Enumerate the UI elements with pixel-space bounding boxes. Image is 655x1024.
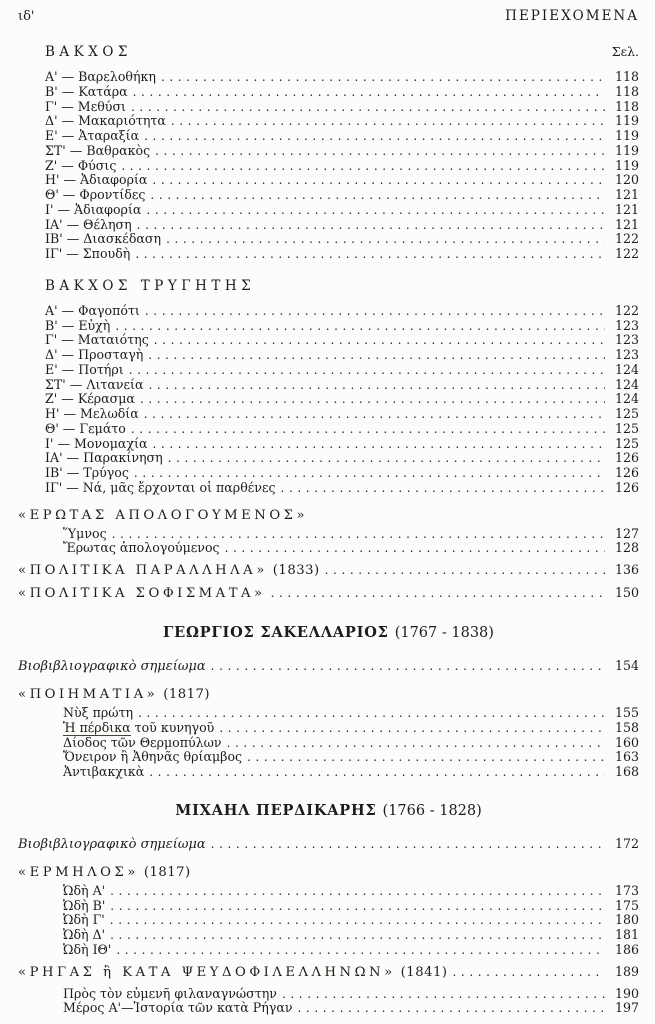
- entry-label: Ὠδὴ Β': [63, 897, 106, 913]
- page-number: 172: [614, 835, 639, 851]
- entry-label: Πρὸς τὸν εὐμενῆ φιλαναγνώστην: [63, 985, 277, 1001]
- work-year: (1833): [272, 563, 320, 578]
- entry-label: [18, 586, 266, 602]
- dot-leader: [131, 422, 605, 437]
- entry-label: Ε' — Ποτήρι: [45, 361, 124, 377]
- section-title: ΒΑΚΧΟΣ: [45, 44, 132, 60]
- page-number: 119: [614, 142, 639, 158]
- page-number: 173: [614, 882, 639, 898]
- dot-leader: [138, 706, 605, 721]
- entry-label: Η' — Μελωδία: [45, 406, 139, 421]
- entry-label: Ὠδὴ Α': [63, 882, 106, 898]
- entry-label: Δ' — Προσταγὴ: [45, 347, 144, 362]
- toc-row: [45, 247, 639, 262]
- dot-leader: [211, 658, 605, 675]
- toc-row: [63, 884, 639, 899]
- toc-row: [45, 333, 639, 348]
- dot-leader: [227, 736, 605, 751]
- toc-row: [45, 218, 639, 233]
- toc-row: [63, 913, 639, 928]
- entry-label: Ὠδὴ ΙΘ': [63, 941, 112, 957]
- entry-label: ΣΤ' — Βαθρακὸς: [45, 142, 151, 158]
- entry-label: Βιοβιβλιογραφικὸ σημείωμα: [18, 836, 206, 852]
- toc-row: [45, 203, 639, 218]
- dot-leader: [110, 913, 605, 928]
- entry-label: Α' — Βαρελοθήκη: [45, 69, 156, 84]
- entry-label: Ἔρωτας ἀπολογούμενος: [63, 540, 220, 556]
- toc-row: [45, 407, 639, 422]
- toc-row: [63, 706, 639, 721]
- toc-row: [45, 319, 639, 334]
- page-number: 158: [614, 719, 639, 735]
- page-number: 119: [614, 128, 639, 143]
- running-head: [18, 8, 639, 25]
- page-number: 120: [614, 172, 639, 188]
- running-title: ΠΕΡΙΕΧΟΜΕΝΑ: [505, 8, 639, 24]
- entry-label: ΣΤ' — Λιτανεία: [45, 376, 144, 392]
- section-heading: [45, 43, 639, 61]
- work-title: «ΠΟΛΙΤΙΚΑ ΠΑΡΑΛΛΗΛΑ»: [18, 563, 268, 578]
- dot-leader: [153, 437, 605, 452]
- page-number: 118: [614, 69, 639, 84]
- author-heading: [18, 624, 639, 642]
- dot-leader: [110, 884, 605, 899]
- work-title: «ΕΡΩΤΑΣ ΑΠΟΛΟΓΟΥΜΕΝΟΣ»: [18, 507, 309, 523]
- page-number: 127: [614, 525, 639, 541]
- dot-leader: [115, 319, 605, 334]
- entry-label: Γ' — Ματαιότης: [45, 332, 149, 348]
- entry-label: Ὠδὴ Γ': [63, 912, 105, 928]
- toc-row: [45, 422, 639, 437]
- work-title: «ΠΟΛΙΤΙΚΑ ΣΟΦΙΣΜΑΤΑ»: [18, 586, 266, 601]
- dot-leader: [135, 247, 605, 262]
- work-title-heading: [18, 507, 639, 524]
- dot-leader: [149, 378, 606, 393]
- entry-label: [18, 965, 448, 981]
- entry-label: Ι' — Μονομαχία: [45, 435, 148, 451]
- entry-label: Θ' — Φροντίδες: [45, 187, 146, 202]
- page-number: 128: [614, 540, 639, 556]
- underline-mark: Ἡ πέρδικα: [63, 719, 131, 735]
- dot-leader: [325, 562, 605, 579]
- toc-row: [63, 987, 639, 1002]
- page-number: 124: [614, 391, 639, 407]
- dot-leader: [171, 114, 605, 129]
- entry-label: Α' — Φαγοπότι: [45, 302, 140, 318]
- work-title: «ΕΡΜΗΛΟΣ»: [18, 864, 139, 880]
- entry-label: [63, 721, 214, 736]
- dot-leader: [281, 481, 605, 496]
- dot-leader: [155, 144, 605, 159]
- entry-label: Ι' — Ἀδιαφορία: [45, 201, 142, 217]
- entry-label: Ὄνειρον ἢ Ἀθηνᾶς θρίαμβος: [63, 749, 243, 765]
- entry-label: Ἀντιβακχικὰ: [63, 764, 145, 779]
- page-number: 180: [614, 912, 639, 928]
- toc-row: [45, 173, 639, 188]
- entry-label: Δίοδος τῶν Θερμοπύλων: [63, 734, 222, 750]
- dot-leader: [144, 129, 605, 144]
- toc-row: [45, 232, 639, 247]
- page-column-label: Σελ.: [611, 44, 639, 59]
- section-heading: [45, 278, 639, 295]
- toc-row: [18, 657, 639, 675]
- page-number: 186: [614, 941, 639, 957]
- dot-leader: [149, 765, 605, 780]
- toc-row: [63, 736, 639, 751]
- entry-label: ΙΒ' — Τρύγος: [45, 465, 129, 480]
- dot-leader: [131, 100, 605, 115]
- toc-row: [45, 437, 639, 452]
- toc-row: [45, 144, 639, 159]
- page-number: 123: [614, 347, 639, 362]
- toc-row: [45, 481, 639, 496]
- dot-leader: [116, 943, 605, 958]
- toc-row: [45, 451, 639, 466]
- dot-leader: [144, 407, 605, 422]
- dot-leader: [219, 721, 605, 736]
- dot-leader: [298, 1001, 605, 1016]
- entry-label: Ὠδὴ Δ': [63, 927, 106, 942]
- dot-leader: [225, 541, 605, 556]
- folio-number: ιδ': [18, 9, 35, 24]
- dot-leader: [282, 987, 605, 1002]
- toc-row: [45, 85, 639, 100]
- toc-row: [45, 129, 639, 144]
- work-year: (1817): [143, 864, 191, 880]
- entry-label: Μέρος Α'—Ἱστορία τῶν κατὰ Ρήγαν: [63, 1000, 293, 1016]
- page-number: 124: [614, 361, 639, 377]
- toc-row: [63, 750, 639, 765]
- toc-row: [45, 70, 639, 85]
- page-number: 126: [614, 450, 639, 466]
- toc-row: [63, 1001, 639, 1016]
- entry-label: ΙΑ' — Παρακίνηση: [45, 450, 163, 466]
- page-number: 121: [614, 201, 639, 217]
- entry-label: [18, 563, 320, 579]
- page-number: 168: [614, 764, 639, 779]
- toc-row: [45, 159, 639, 174]
- dot-leader: [166, 232, 605, 247]
- entry-label: ΙΓ' — Σπουδὴ: [45, 246, 131, 261]
- entry-label: Β' — Κατάρα: [45, 83, 128, 99]
- page-number: 160: [614, 734, 639, 750]
- page-number: 122: [614, 302, 639, 318]
- toc-row: [63, 899, 639, 914]
- page-number: 124: [614, 376, 639, 392]
- work-title: «ΡΗΓΑΣ ἢ ΚΑΤΑ ΨΕΥΔΟΦΙΛΕΛΛΗΝΩΝ»: [18, 964, 396, 980]
- entry-label: Νὺξ πρώτη: [63, 705, 134, 720]
- dot-leader: [152, 173, 605, 188]
- entry-label: Ε' — Ἀταραξία: [45, 128, 140, 143]
- page-number: 136: [614, 562, 639, 577]
- work-year: (1841): [400, 964, 448, 980]
- work-title-heading: [18, 686, 639, 703]
- dot-leader: [140, 392, 605, 407]
- section-title: ΒΑΚΧΟΣ ΤΡΥΓΗΤΗΣ: [45, 277, 256, 294]
- toc-row: [45, 100, 639, 115]
- page-number: 175: [614, 897, 639, 913]
- toc-row: [45, 304, 639, 319]
- dot-leader: [112, 527, 605, 542]
- page-number: 125: [614, 406, 639, 421]
- entry-label: ΙΒ' — Διασκέδαση: [45, 231, 162, 247]
- page-number: 189: [614, 963, 639, 979]
- dot-leader: [148, 348, 605, 363]
- dot-leader: [110, 928, 605, 943]
- page-number: 118: [614, 98, 639, 114]
- page-number: 122: [614, 231, 639, 247]
- entry-label: Γ' — Μεθύσι: [45, 98, 126, 114]
- author-name: ΜΙΧΑΗΛ ΠΕΡΔΙΚΑΡΗΣ: [175, 801, 377, 819]
- toc-row: [63, 943, 639, 958]
- toc-row: [18, 964, 639, 981]
- entry-label: Βιοβιβλιογραφικὸ σημείωμα: [18, 659, 206, 674]
- entry-label: Η' — Ἀδιαφορία: [45, 172, 148, 188]
- toc-row: [45, 188, 639, 203]
- author-dates: (1767 - 1838): [394, 625, 494, 641]
- page-number: 118: [614, 83, 639, 99]
- page-number: 119: [614, 157, 639, 173]
- author-heading: [18, 802, 639, 820]
- dot-leader: [154, 333, 605, 348]
- toc-row: [63, 541, 639, 556]
- page-number: 181: [614, 927, 639, 942]
- entry-label: ΙΓ' — Νά, μᾶς ἔρχονται οἱ παρθένες: [45, 479, 276, 495]
- page-number: 197: [614, 1000, 639, 1016]
- dot-leader: [150, 188, 605, 203]
- toc-row: [63, 721, 639, 736]
- page-number: 119: [614, 113, 639, 129]
- entry-label: Δ' — Μακαριότητα: [45, 113, 166, 129]
- work-year: (1817): [163, 687, 211, 702]
- toc-row: [45, 114, 639, 129]
- page-number: 190: [614, 985, 639, 1001]
- dot-leader: [137, 218, 605, 233]
- page-number: 123: [614, 332, 639, 348]
- author-name: ΓΕΩΡΓΙΟΣ ΣΑΚΕΛΛΑΡΙΟΣ: [163, 624, 389, 641]
- toc-row: [18, 585, 639, 602]
- entry-label-rest: τοῦ κυνηγοῦ: [130, 719, 215, 735]
- entry-label: Ζ' — Κέρασμα: [45, 391, 135, 407]
- dot-leader: [211, 836, 605, 853]
- entry-label: Ζ' — Φύσις: [45, 157, 117, 173]
- toc-row: [45, 378, 639, 393]
- page-number: 121: [614, 187, 639, 202]
- dot-leader: [453, 964, 605, 981]
- table-of-contents: [18, 43, 639, 1016]
- page-number: 121: [614, 216, 639, 232]
- work-title: «ΠΟΙΗΜΑΤΙΑ»: [18, 687, 159, 702]
- dot-leader: [161, 70, 605, 85]
- dot-leader: [168, 451, 605, 466]
- toc-row: [45, 466, 639, 481]
- toc-row: [63, 765, 639, 780]
- page-number: 122: [614, 246, 639, 261]
- dot-leader: [145, 304, 605, 319]
- page-number: 154: [614, 658, 639, 673]
- toc-row: [45, 348, 639, 363]
- dot-leader: [134, 466, 605, 481]
- page-number: 125: [614, 435, 639, 451]
- dot-leader: [121, 159, 605, 174]
- author-dates: (1766 - 1828): [382, 802, 482, 819]
- dot-leader: [271, 585, 605, 602]
- dot-leader: [133, 85, 605, 100]
- page-number: 125: [614, 420, 639, 436]
- page-number: 155: [614, 705, 639, 720]
- toc-row: [45, 363, 639, 378]
- toc-row: [63, 527, 639, 542]
- dot-leader: [146, 203, 605, 218]
- dot-leader: [110, 899, 605, 914]
- toc-row: [63, 928, 639, 943]
- dot-leader: [247, 750, 605, 765]
- dot-leader: [129, 363, 605, 378]
- toc-row: [18, 562, 639, 579]
- entry-label: Θ' — Γεμάτο: [45, 420, 126, 436]
- page-number: 163: [614, 749, 639, 765]
- entry-label: Ὕμνος: [63, 525, 107, 541]
- entry-label: ΙΑ' — Θέληση: [45, 216, 132, 232]
- toc-row: [18, 835, 639, 853]
- page-number: 150: [614, 585, 639, 600]
- toc-row: [45, 392, 639, 407]
- page-number: 126: [614, 465, 639, 480]
- entry-label: Β' — Εὐχὴ: [45, 317, 111, 333]
- page-number: 126: [614, 479, 639, 495]
- page-number: 123: [614, 317, 639, 333]
- work-title-heading: [18, 864, 639, 881]
